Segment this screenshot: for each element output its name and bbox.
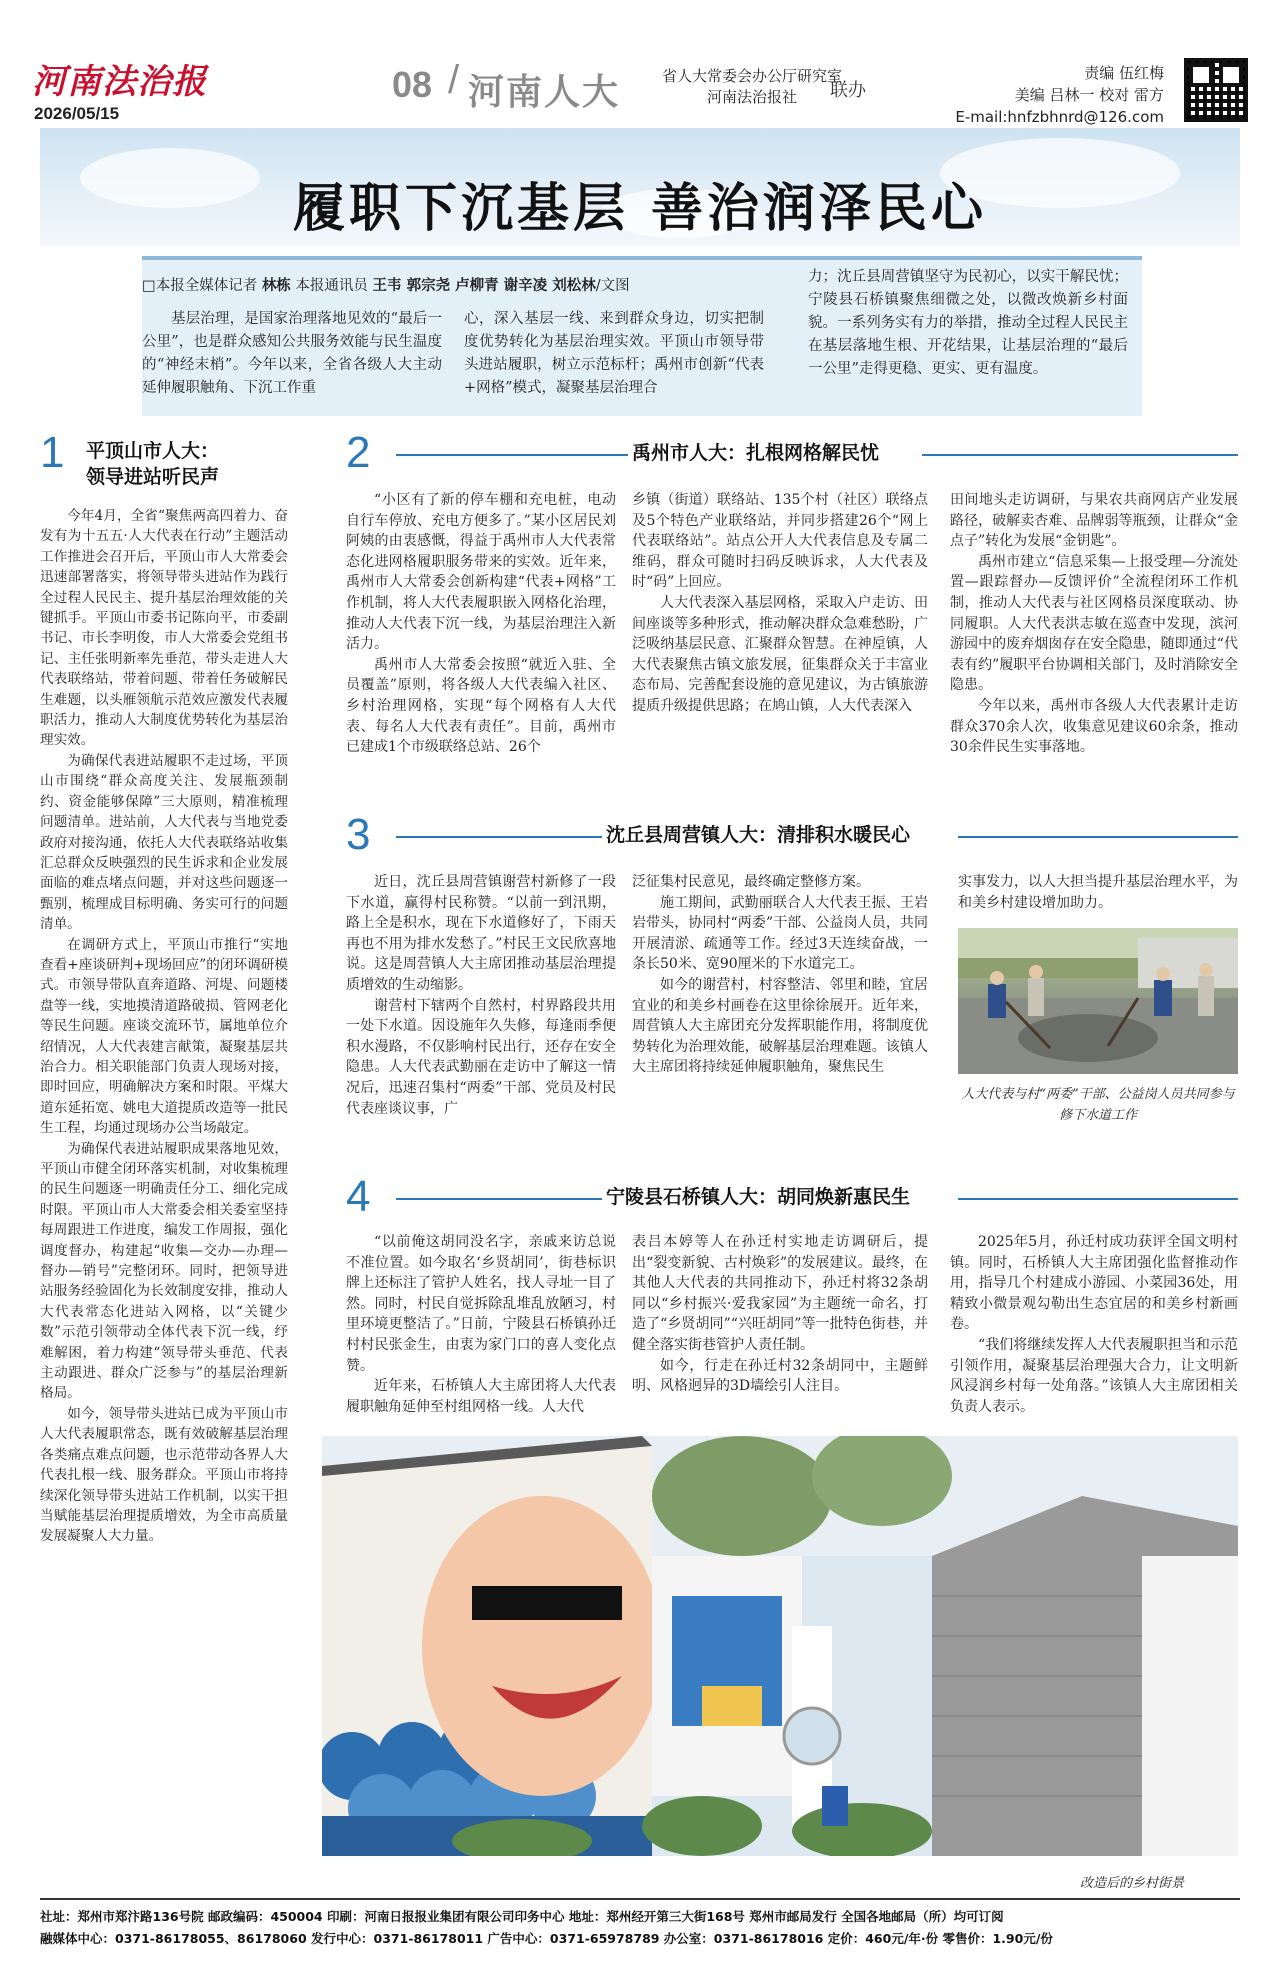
section-4-paragraph: 如今，行走在孙迁村32条胡同中，主题鲜明、风格迥异的3D墙绘引人注目。 (632, 1357, 928, 1395)
byline-prefix: □本报全媒体记者 (142, 278, 262, 294)
section-2-paragraph: 今年以来，禹州市各级人大代表累计走访群众370余人次，收集意见建议60余条，推动30余件民生实事落地。 (950, 697, 1238, 756)
section-3-number: 3 (346, 810, 371, 859)
section-3-paragraph: 近日，沈丘县周营镇谢营村新修了一段下水道，赢得村民称赞。“以前一到汛期，路上全是积水，现在下水道修好了，下雨天再也不用为排水发愁了。”村民王文民欣喜地说。这是周营镇人大主席团推动基层治理提质增效的生动缩影。 (346, 874, 616, 993)
section-4-rule-left (396, 1198, 602, 1200)
section-1-paragraph: 为确保代表进站履职成果落地见效，平顶山市健全闭环落实机制，对收集梳理的民生问题逐一明确责任分工、细化完成时限。平顶山市人大常委会相关委室坚持每周跟进工作进度，编发工作周报，强化调度督办，构建起“收集—交办—办理—督办—销号”完整闭环。同时，把领导进站服务经验固化为长效制度安排，推动人大代表常态化进站入网格，以“关键少数”示范引领带动全体代表下沉一线，纾难解困，着力构建“领导带头垂范、代表主动跟进、群众广泛参与”的基层治理新格局。 (40, 1140, 288, 1402)
byline-suffix: /文图 (595, 278, 630, 294)
village-street-caption: 改造后的乡村街景 (1080, 1876, 1185, 1891)
publication-date: 2026/05/15 (34, 104, 120, 123)
section-1-title-line-1: 平顶山市人大： (86, 440, 220, 462)
section-2-rule-left (396, 454, 628, 456)
section-1-title (86, 438, 219, 490)
section-2-number: 2 (346, 428, 371, 477)
section-3-paragraph: 泛征集村民意见，最终确定整修方案。 (632, 874, 870, 890)
masthead (0, 0, 1280, 130)
village-street-photo (322, 1436, 1238, 1856)
section-1-title-line-2: 领导进站听民声 (86, 466, 220, 488)
section-2-column-1 (346, 490, 616, 758)
section-1-body (40, 506, 288, 1547)
co-organizer-2: 河南法治报社 (707, 88, 798, 106)
section-4-title: 宁陵县石桥镇人大：胡同焕新惠民生 (606, 1186, 911, 1208)
editor-line-1: 责编 伍红梅 (1084, 64, 1164, 82)
byline-mid: 本报通讯员 (290, 278, 373, 294)
section-4-column-3 (950, 1232, 1238, 1417)
page-slash-divider: / (448, 58, 460, 102)
main-headline: 履职下沉基层 善治润泽民心 (292, 178, 988, 239)
qr-code-icon[interactable] (1184, 58, 1248, 122)
section-3-column-1 (346, 872, 616, 1119)
contact-email[interactable]: E-mail:hnfzbhnrd@126.com (955, 108, 1164, 126)
section-2-paragraph: “小区有了新的停车棚和充电桩，电动自行车停放、充电方便多了。”某小区居民刘阿姨的由衷感慨，得益于禹州市人大代表常态化进网格履职服务带来的实效。近年来，禹州市人大常委会创新构建“代表+网格”工作机制，将人大代表履职嵌入网格化治理，推动人大代表下沉一线，为基层治理注入新活力。 (346, 492, 616, 653)
headline-banner (40, 128, 1240, 246)
section-1-paragraph: 在调研方式上，平顶山市推行“实地查看+座谈研判+现场回应”的闭环调研模式。市领导带队直奔道路、河堤、问题楼盘等一线，实地摸清道路破损、管网老化等民生问题。座谈交流环节，属地单位介绍情况，人大代表建言献策，凝聚基层共治合力。相关职能部门负责人现场对接，即时回应，明确解决方案和时限。平煤大道东延拓宽、姚电大道提质改造等一批民生工程，均通过现场办公当场敲定。 (40, 936, 288, 1137)
section-1-paragraph: 为确保代表进站履职不走过场，平顶山市围绕“群众高度关注、发展瓶颈制约、资金能够保障”三大原则，精准梳理问题清单。进站前，人大代表与当地党委政府对接沟通，依托人大代表联络站收集汇总群众反映强烈的民生诉求和企业发展面临的难点堵点问题，并对这些问题逐一甄别，梳理成目标明确、务实可行的问题清单。 (40, 752, 288, 933)
section-2-paragraph: 人大代表深入基层网格，采取入户走访、田间座谈等多种形式，推动解决群众急难愁盼，广泛吸纳基层民意、汇聚群众智慧。在神垕镇，人大代表聚焦古镇文旅发展，征集群众关于丰富业态布局、完善配套设施的意见建议，为古镇旅游提质升级提供思路；在鸠山镇，人大代表深入 (632, 594, 928, 714)
section-2-rule-right (922, 454, 1238, 456)
section-3-column-2 (632, 872, 928, 1078)
newspaper-logo: 河南法治报 (32, 62, 207, 102)
section-2-paragraph: 田间地头走访调研，与果农共商网店产业发展路径，破解卖杏难、品牌弱等瓶颈，让群众“金点子”转化为发展“金钥匙”。 (950, 492, 1238, 550)
page-number: 08 (392, 64, 433, 105)
co-organizer-1: 省人大常委会办公厅研究室 (662, 67, 843, 85)
section-3-paragraph: 谢营村下辖两个自然村，村界路段共用一处下水道。因设施年久失修，每逢雨季便积水漫路，不仅影响村民出行，还存在安全隐患。人大代表武勤丽在走访中了解这一情况后，迅速召集村“两委”干部、党员及村民代表座谈议事，广 (346, 997, 616, 1117)
byline-reporters: 林栋 (261, 277, 291, 294)
intro-column-1: 基层治理，是国家治理落地见效的“最后一公里”，也是群众感知公共服务效能与民生温度的“神经末梢”。今年以来，全省各级人大主动延伸履职触角、下沉工作重 (142, 311, 442, 396)
drain-repair-illustration (958, 928, 1238, 1074)
section-1-paragraph: 今年4月，全省“聚焦两高四着力、奋发有为十五五·人大代表在行动”主题活动工作推进会召开后，平顶山市人大常委会迅速部署落实，将领导带头进站作为践行全过程人民民主、提升基层治理效能的关键抓手。平顶山市委书记陈向平，市委副书记、市长李明俊，市人大常委会党组书记、主任张明新率先垂范，带头走进人大代表联络站，带着问题、带着任务破解民生难题，以头雁领航示范效应激发代表履职活力，推动人大制度优势转化为基层治理实效。 (40, 508, 288, 749)
section-2-title: 禹州市人大：扎根网格解民忧 (632, 442, 880, 464)
section-4-paragraph: 近年来，石桥镇人大主席团将人大代表履职触角延伸至村组网格一线。人大代 (346, 1378, 616, 1415)
drain-repair-caption: 人大代表与村“两委”干部、公益岗人员共同参与修下水道工作 (961, 1087, 1235, 1123)
section-4-column-2 (632, 1232, 928, 1397)
section-1-paragraph: 如今，领导带头进站已成为平顶山市人大代表履职常态，既有效破解基层治理各类痛点难点问题，也示范带动各界人大代表扎根一线、服务群众。平顶山市将持续深化领导带头进站工作机制，以实干担当赋能基层治理提质增效，为全市高质量发展凝聚人大力量。 (40, 1405, 288, 1545)
section-2-paragraph: 禹州市建立“信息采集—上报受理—分流处置—跟踪督办—反馈评价”全流程闭环工作机制，推动人大代表与社区网格员深度联动、协同履职。人大代表洪志敏在巡查中发现，滨河游园中的废弃烟囱存在安全隐患，随即通过“代表有约”履职平台协调相关部门，及时消除安全隐患。 (950, 553, 1238, 694)
section-3-paragraph: 施工期间，武勤丽联合人大代表王振、王岩岩带头，协同村“两委”干部、公益岗人员，共同开展清淤、疏通等工作。经过3天连续奋战，一条长50米、宽90厘米的下水道完工。 (632, 894, 928, 973)
section-4-rule-right (958, 1198, 1238, 1200)
section-2-column-3 (950, 490, 1238, 758)
intro-column-3: 力；沈丘县周营镇坚守为民初心，以实干解民忧；宁陵县石桥镇聚焦细微之处，以微改焕新乡村面貌。一系列务实有力的举措，推动全过程人民民主在基层落地生根、开花结果，让基层治理的“最后一公里”走得更稳、更实、更有温度。 (808, 269, 1128, 377)
co-organizers (662, 66, 842, 108)
section-3-column-3 (958, 872, 1238, 913)
intro-column-2: 心，深入基层一线、来到群众身边，切实把制度优势转化为基层治理实效。平顶山市领导带头进站履职，树立示范标杆；禹州市创新“代表+网格”模式，凝聚基层治理合 (464, 311, 764, 396)
section-3-paragraph: 实事发力，以人大担当提升基层治理水平，为和美乡村建设增加助力。 (958, 874, 1238, 911)
section-2-column-2 (632, 490, 928, 717)
section-3-rule-left (396, 836, 602, 838)
village-street-illustration (322, 1436, 1238, 1856)
section-4-paragraph: “我们将继续发挥人大代表履职担当和示范引领作用，凝聚基层治理强大合力，让文明新风浸润乡村每一处角落。”该镇人大主席团相关负责人表示。 (950, 1336, 1238, 1415)
section-4-paragraph: 表吕本婷等人在孙迁村实地走访调研后，提出“裂变新貌、古村焕彩”的发展建议。最终，在其他人大代表的共同推动下，孙迁村将32条胡同以“乡村振兴·爱我家园”为主题统一命名，打造了“乡贤胡同”“兴旺胡同”等一批特色街巷，并健全落实街巷管护人责任制。 (632, 1234, 928, 1353)
section-4-paragraph: 2025年5月，孙迁村成功获评全国文明村镇。同时，石桥镇人大主席团强化监督推动作用，指导几个村建成小游园、小菜园36处，用精致小微景观勾勒出生态宜居的和美乡村新画卷。 (950, 1234, 1238, 1333)
section-4-column-1 (346, 1232, 616, 1417)
section-2-paragraph: 乡镇（街道）联络站、135个村（社区）联络点及5个特色产业联络站，并同步搭建26个“网上代表联络站”。站点公开人大代表信息及专属二维码，群众可随时扫码反映诉求，人大代表及时“码”上回应。 (632, 492, 928, 591)
section-3-title: 沈丘县周营镇人大：清排积水暖民心 (606, 824, 911, 846)
section-name: 河南人大 (468, 71, 621, 113)
editor-credits (955, 62, 1164, 128)
section-4-number: 4 (346, 1172, 371, 1221)
section-3-paragraph: 如今的谢营村，村容整洁、邻里和睦，宜居宜业的和美乡村画卷在这里徐徐展开。近年来，周营镇人大主席团充分发挥职能作用，将制度优势转化为治理效能，破解基层治理难题。该镇人大主席团将持续延伸履职触角，聚焦民生 (632, 976, 928, 1076)
byline-correspondents: 王韦 郭宗尧 卢柳青 谢辛凌 刘松林 (372, 277, 596, 294)
byline (142, 274, 782, 298)
footer-contact-line: 融媒体中心：0371-86178055、86178060 发行中心：0371-86178011 广告中心：0371-65978789 办公室：0371-86178016 定价：460元/年·份 零售价：1.90元/份 (40, 1931, 1053, 1946)
editor-line-2: 美编 吕林一 校对 雷方 (1014, 86, 1164, 104)
intro-block (142, 256, 1142, 416)
section-4-paragraph: “以前俺这胡同没名字，亲戚来访总说不准位置。如今取名‘乡贤胡同’，街巷标识牌上还标注了管护人姓名，找人寻址一目了然。同时，村民自觉拆除乱堆乱放陋习，村里环境更整洁了。”日前，宁陵县石桥镇孙迁村村民张金生，由衷为家门口的喜人变化点赞。 (346, 1234, 616, 1374)
joint-publish-label: 联办 (830, 80, 866, 101)
footer (40, 1898, 1240, 1950)
section-3-rule-right (958, 836, 1238, 838)
drain-repair-photo (958, 928, 1238, 1074)
section-1-number: 1 (40, 428, 65, 477)
section-2-paragraph: 禹州市人大常委会按照“就近入驻、全员覆盖”原则，将各级人大代表编入社区、乡村治理网格，实现“每个网格有人大代表、每名人大代表有责任”。目前，禹州市已建成1个市级联络总站、26个 (346, 656, 616, 756)
footer-address-line: 社址：郑州市郑汴路136号院 邮政编码：450004 印刷：河南日报报业集团有限公司印务中心 地址：郑州经开第三大街168号 郑州市邮局发行 全国各地邮局（所）均可订阅 (40, 1909, 1004, 1924)
